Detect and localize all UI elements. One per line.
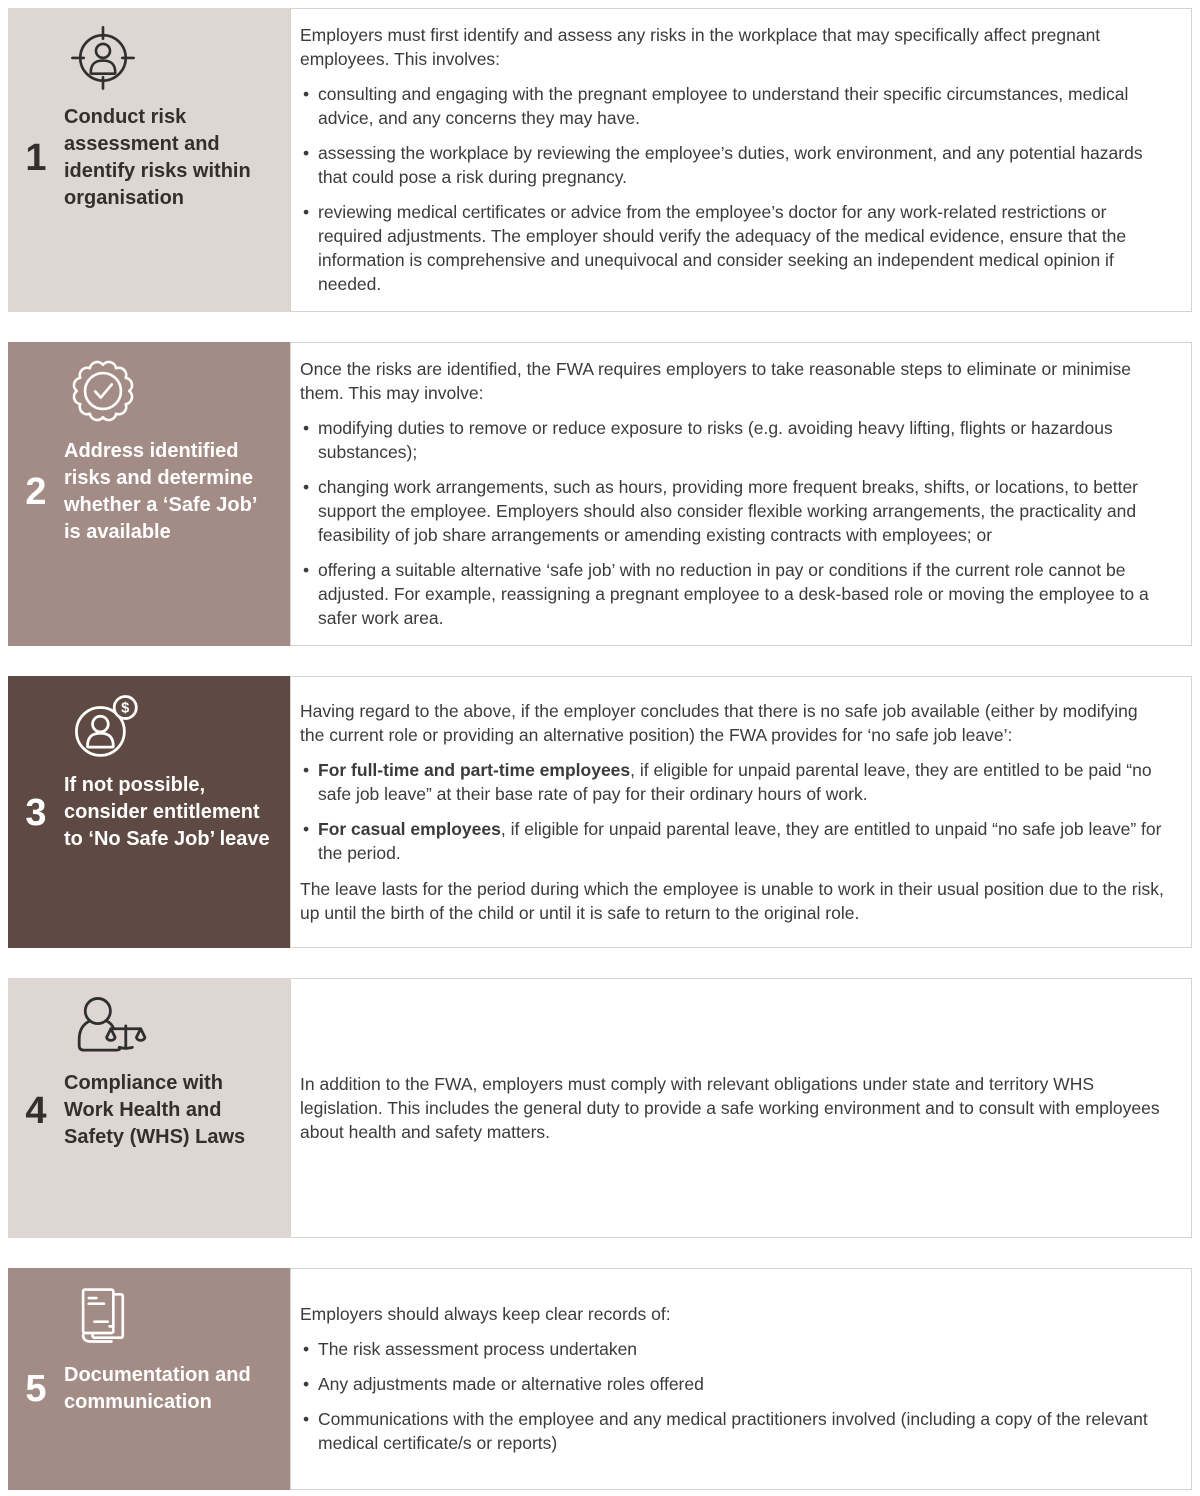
bullet-bold-lead: For casual employees bbox=[318, 819, 501, 839]
bullet-list bbox=[300, 416, 1165, 630]
bullet-item: • Communications with the employee and any medical practitioners involved (including a copy of the relevant medical certificate/s or reports) bbox=[300, 1407, 1165, 1455]
step-2-sidebar bbox=[8, 342, 290, 646]
step-5-sidebar bbox=[8, 1268, 290, 1490]
step-title: Address identified risks and determine whether a ‘Safe Job’ is available bbox=[64, 440, 257, 543]
step-title: Compliance with Work Health and Safety (WHS) Laws bbox=[64, 1072, 246, 1148]
bullet-list bbox=[300, 1337, 1165, 1455]
bullet-rest: , if eligible for unpaid parental leave, they are entitled to be paid “no safe job leave” at their base rate of pay for their ordinary hours of work. bbox=[318, 760, 1152, 804]
step-number: 1 bbox=[25, 137, 47, 179]
bullet-list bbox=[300, 82, 1165, 296]
intro-text: Employers must first identify and assess any risks in the workplace that may specifically affect pregnant employees. This involves: bbox=[300, 25, 1101, 69]
documents-icon bbox=[68, 1282, 278, 1350]
step-row-3 bbox=[8, 676, 1192, 948]
rosette-check-icon bbox=[68, 356, 278, 426]
step-4-sidebar bbox=[8, 978, 290, 1238]
bullet-item: • Any adjustments made or alternative roles offered bbox=[300, 1372, 1165, 1396]
intro-text: Having regard to the above, if the employer concludes that there is no safe job available (either by modifying the current role or providing an alternative position) the FWA provides for ‘no safe job leave’: bbox=[300, 701, 1138, 745]
step-row-4 bbox=[8, 978, 1192, 1238]
svg-text:$: $ bbox=[121, 700, 130, 717]
bullet-item: • The risk assessment process undertaken bbox=[300, 1337, 1165, 1361]
step-1-sidebar bbox=[8, 8, 290, 312]
step-number: 3 bbox=[25, 791, 47, 834]
person-dollar-icon bbox=[68, 690, 278, 760]
bullet-bold-lead: For full-time and part-time employees bbox=[318, 760, 631, 780]
bullet-item: • reviewing medical certificates or advice from the employee’s doctor for any work-related restrictions or required adjustments. The employer should verify the adequacy of the medical evidence, ensure that the information is comprehensive and unequivocal and consider seeking an independent medical opinion if needed. bbox=[300, 200, 1165, 296]
intro-text: Once the risks are identified, the FWA requires employers to take reasonable steps to eliminate or minimise them. This may involve: bbox=[300, 359, 1131, 403]
step-4-content bbox=[290, 978, 1192, 1238]
bullet-rest: , if eligible for unpaid parental leave, they are entitled to unpaid “no safe job leave” for the period. bbox=[318, 819, 1162, 863]
step-number: 4 bbox=[25, 1089, 47, 1132]
target-person-icon bbox=[68, 22, 278, 92]
step-row-2 bbox=[8, 342, 1192, 646]
bullet-item: • modifying duties to remove or reduce exposure to risks (e.g. avoiding heavy lifting, flights or hazardous substances); bbox=[300, 416, 1165, 464]
bullet-list bbox=[300, 758, 1165, 876]
step-title: If not possible, consider entitlement to ‘No Safe Job’ leave bbox=[64, 774, 270, 850]
step-row-1 bbox=[8, 8, 1192, 312]
step-3-content bbox=[290, 676, 1192, 948]
step-2-content bbox=[290, 342, 1192, 646]
bullet-item: • assessing the workplace by reviewing the employee’s duties, work environment, and any potential hazards that could pose a risk during pregnancy. bbox=[300, 141, 1165, 189]
step-3-sidebar bbox=[8, 676, 290, 948]
intro-text: In addition to the FWA, employers must comply with relevant obligations under state and territory WHS legislation. This includes the general duty to provide a safe working environment and to consult with employees about health and safety matters. bbox=[300, 1074, 1160, 1142]
bullet-item: • offering a suitable alternative ‘safe job’ with no reduction in pay or conditions if the current role cannot be adjusted. For example, reassigning a pregnant employee to a desk-based role or moving the employee to a safer work area. bbox=[300, 558, 1165, 630]
person-scales-icon bbox=[68, 992, 278, 1058]
step-title: Documentation and communication bbox=[64, 1364, 251, 1413]
step-title: Conduct risk assessment and identify risks within organisation bbox=[64, 106, 251, 209]
step-row-5 bbox=[8, 1268, 1192, 1490]
intro-text: Employers should always keep clear records of: bbox=[300, 1304, 671, 1324]
step-1-content bbox=[290, 8, 1192, 312]
step-number: 2 bbox=[25, 471, 47, 513]
bullet-item bbox=[300, 758, 1165, 806]
outro-text: The leave lasts for the period during which the employee is unable to work in their usual position due to the risk, up until the birth of the child or until it is safe to return to the original role. bbox=[300, 879, 1164, 923]
step-5-content bbox=[290, 1268, 1192, 1490]
step-number: 5 bbox=[25, 1368, 47, 1410]
bullet-item: • changing work arrangements, such as hours, providing more frequent breaks, shifts, or locations, to better support the employee. Employers should also consider flexible working arrangements, the practicality and feasibility of job share arrangements or amending existing contracts with employees; or bbox=[300, 475, 1165, 547]
bullet-item: • consulting and engaging with the pregnant employee to understand their specific circumstances, medical advice, and any concerns they may have. bbox=[300, 82, 1165, 130]
bullet-item bbox=[300, 817, 1165, 865]
